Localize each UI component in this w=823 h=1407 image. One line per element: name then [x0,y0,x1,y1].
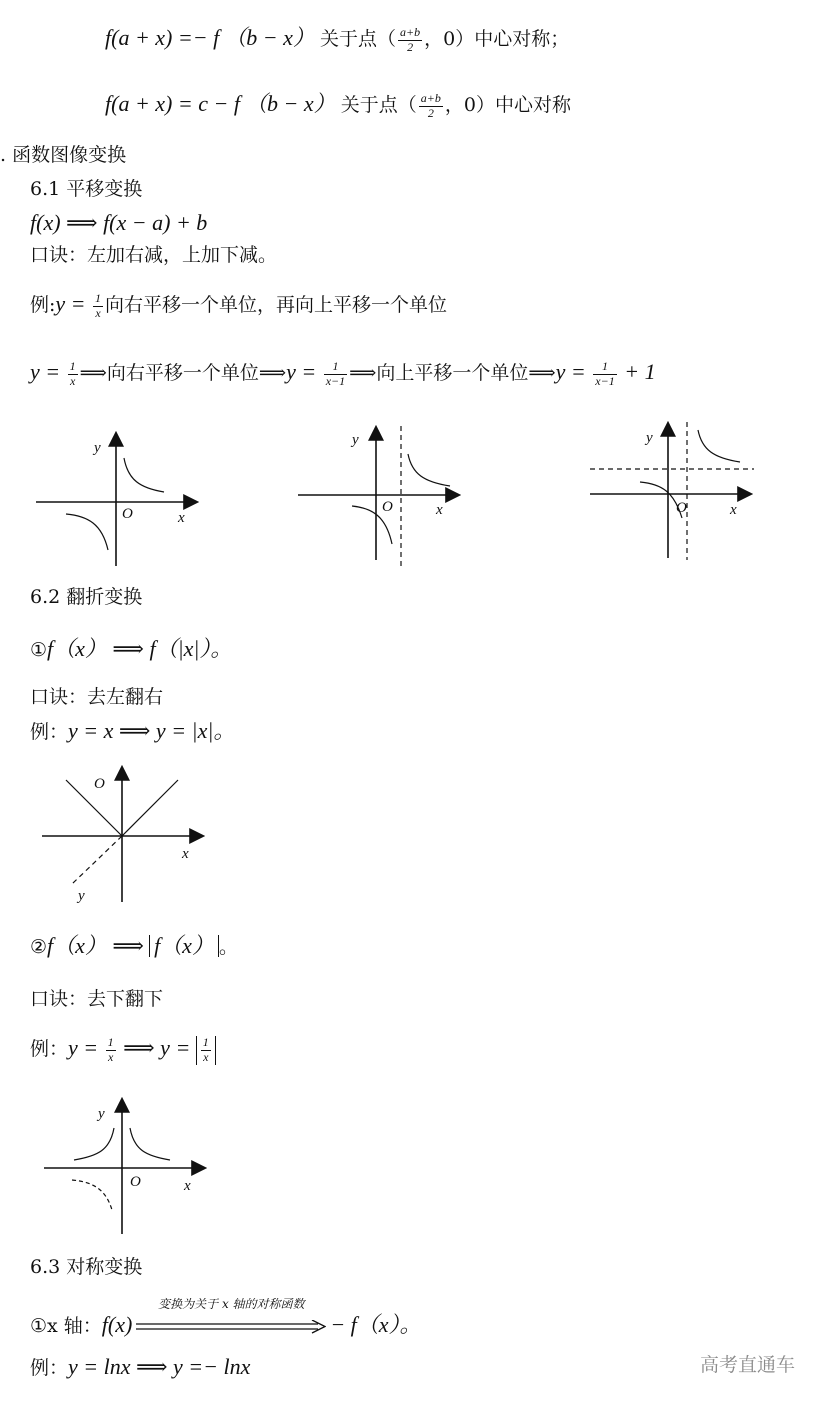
fraction [93,292,103,321]
graph-shifted-right [298,424,468,569]
x-label: x [436,502,443,518]
curve-upper [698,430,740,462]
example-ln [30,1356,250,1378]
flip-item-2 [30,935,238,957]
chain-plus: + 1 [618,358,656,384]
example-prefix: 例: [30,293,56,316]
y-label: y [78,888,85,904]
fraction-denominator: x [107,1049,114,1064]
example-expr: y = x ⟹ y = |x|。 [68,718,236,743]
example-lhs: y = [68,1034,104,1060]
x-label: x [182,846,189,862]
fraction-denominator: 2 [407,39,414,54]
fraction-denominator: x [69,373,76,388]
origin-label: O [94,776,105,792]
item-tail: 。 [218,936,238,958]
symmetry-line-2 [105,92,571,121]
fraction-numerator: 1 [69,359,76,373]
fraction [106,1036,116,1065]
example-mid: ⟹ y = [117,1034,196,1060]
fraction-numerator: a+b [420,91,441,105]
double-arrow-icon [136,1320,326,1334]
formula-paren: （b − x） [245,90,336,116]
item-lhs: f(x) [101,1312,133,1337]
origin-label: O [130,1174,141,1190]
chain-step1: ⟹向右平移一个单位⟹ [79,361,287,384]
example-expr: y = lnx ⟹ y =− lnx [68,1354,251,1379]
translation-chain [30,360,656,389]
fraction-denominator: 2 [427,105,434,120]
example-text: 向右平移一个单位，再向上平移一个单位 [105,293,448,316]
chain-y1: y = [30,358,66,384]
fraction-denominator: x−1 [595,373,615,388]
abs-fraction [196,1036,216,1065]
example-prefix: 例： [30,721,69,743]
fraction [593,360,616,389]
symmetry-line-1 [105,26,569,55]
fraction [398,26,422,55]
fraction-denominator: x [203,1049,209,1064]
curve-upper [124,458,164,492]
curve-left-original [72,1180,112,1210]
item-mark: ② [30,936,48,958]
graph-abs-reciprocal [44,1096,214,1236]
item-expr: f（x） ⟹ f（|x|）。 [47,636,233,661]
example-translation [30,292,447,321]
formula-lhs: f(a + x) =− f [105,24,220,50]
origin-label: O [676,500,687,516]
graph-shifted-right-up [590,420,760,570]
graph-reciprocal [36,428,206,568]
fraction-numerator: 1 [202,1035,209,1049]
fraction-numerator: 1 [593,360,616,375]
section-heading: . 函数图像变换 [0,144,127,166]
rhyme-translation: 口诀：左加右减，上加下减。 [30,244,278,266]
curve-left-flipped [74,1128,114,1160]
formula-paren: （b − x） [224,24,315,50]
fraction [419,92,443,121]
arrow-caption: 变换为关于 x 轴的对称函数 [158,1296,305,1311]
y-label: y [352,432,359,448]
example-abs-x [30,720,235,742]
line-right [122,780,178,836]
watermark: 高考直通车 [699,1354,795,1376]
item-abs-inner: f（x） [149,935,219,957]
item-lhs: f（x） ⟹ [47,933,144,958]
curve-lower [66,514,108,550]
y-label: y [98,1106,105,1122]
item-mark: ①x 轴： [30,1315,102,1337]
line-original-left [72,836,122,884]
x-label: x [184,1178,191,1194]
fraction-denominator: x [95,305,101,320]
formula-lhs: f(a + x) = c − f [105,90,240,116]
item-rhs: − f（x）。 [330,1312,422,1337]
fraction [68,360,78,389]
curve-upper [408,454,450,486]
example-prefix: 例： [30,1037,69,1060]
curve-right [130,1128,170,1160]
translation-formula: f(x) ⟹ f(x − a) + b [30,210,208,235]
fraction-denominator: x−1 [325,373,346,388]
rhyme-flip-down: 口诀：去下翻下 [30,988,164,1010]
x-label: x [178,510,185,526]
graph-abs-x [42,764,212,904]
origin-label: O [382,499,393,515]
origin-label: O [122,506,133,522]
subsection-title-6-3: 6.3 对称变换 [30,1256,143,1278]
fraction [201,1036,211,1065]
chain-y2: y = [286,358,322,384]
long-arrow [136,1296,326,1338]
chain-step2: ⟹向上平移一个单位⟹ [349,361,556,384]
y-label: y [94,440,101,456]
symmetry-x-axis-item [30,1296,422,1338]
text-about-point: 关于点（ [340,93,417,116]
subsection-title-6-1: 6.1 平移变换 [30,178,143,200]
chain-y3: y = [555,358,592,384]
item-mark: ① [30,639,48,661]
fraction-numerator: 1 [107,1035,114,1049]
rhyme-flip-left: 口诀：去左翻右 [30,686,164,708]
text-tail: ，0）中心对称 [444,93,571,116]
text-about-point: 关于点（ [320,27,397,50]
flip-item-1 [30,638,232,660]
example-y: y = [55,290,92,316]
example-abs-reciprocal [30,1036,216,1065]
fraction-numerator: 1 [95,291,102,305]
y-label: y [646,430,653,446]
fraction [324,360,347,389]
subsection-title-6-2: 6.2 翻折变换 [30,586,143,608]
x-label: x [730,502,737,518]
fraction-numerator: a+b [400,25,421,39]
fraction-numerator: 1 [324,360,347,375]
text-tail: ，0）中心对称； [424,27,570,50]
example-prefix: 例： [30,1357,69,1379]
